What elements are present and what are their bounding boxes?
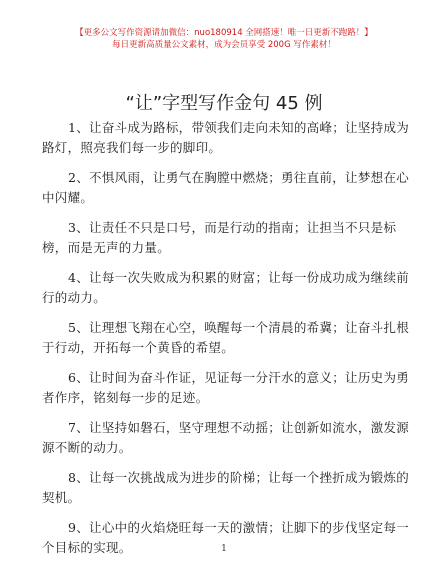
list-item: 1、让奋斗成为路标，带领我们走向未知的高峰；让坚持成为路灯，照亮我们每一步的脚印。 [42,120,410,155]
promo-banner [0,27,448,51]
list-item: 2、不惧风雨，让勇气在胸膛中燃烧；勇往直前，让梦想在心中闪耀。 [42,170,410,205]
list-item: 5、让理想飞翔在心空，唤醒每一个清晨的希冀；让奋斗扎根于行动，开拓每一个黄昏的希望。 [42,320,410,355]
document-title: “让”字型写作金句 45 例 [125,93,323,114]
promo-banner-line-2: 每日更新高质量公文素材，成为会员享受 200G 写作素材！ [112,40,336,50]
sentence-list [42,118,410,568]
list-item: 7、让坚持如磐石，坚守理想不动摇；让创新如流水，激发源源不断的动力。 [42,420,410,455]
list-item: 4、让每一次失败成为积累的财富；让每一份成功成为继续前行的动力。 [42,270,410,305]
list-item: 6、让时间为奋斗作证，见证每一分汗水的意义；让历史为勇者作序，铭刻每一步的足迹。 [42,370,410,405]
page-number: 1 [221,544,227,554]
list-item: 9、让心中的火焰烧旺每一天的激情；让脚下的步伐坚定每一个目标的实现。 [42,520,410,555]
promo-banner-line-1: 【更多公文写作资源请加微信：nuo180914 全网搭速！唯一日更新不跑路！】 [75,28,373,38]
list-item: 3、让责任不只是口号，而是行动的指南；让担当不只是标榜，而是无声的力量。 [42,220,397,255]
list-item: 8、让每一次挑战成为进步的阶梯；让每一个挫折成为锻炼的契机。 [42,470,410,505]
